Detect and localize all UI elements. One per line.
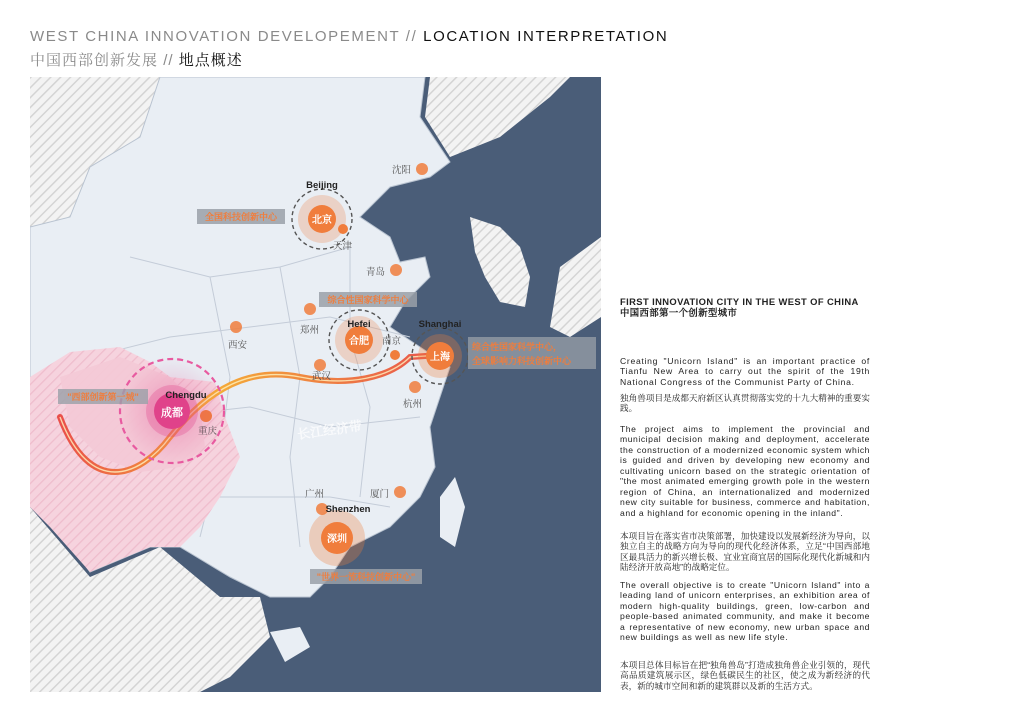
side-title-en: FIRST INNOVATION CITY IN THE WEST OF CHINA	[620, 296, 859, 307]
city-dot-nanjing	[390, 350, 400, 360]
header-title-en	[30, 28, 668, 45]
yangtze-label: 长江经济带	[296, 418, 363, 442]
title-separator-cn: //	[163, 52, 174, 69]
paragraph-1-en	[620, 356, 870, 387]
paragraph-2-cn	[620, 531, 870, 573]
city-label-xian: 西安	[228, 340, 248, 351]
paragraph-1-cn-text: 独角兽项目是成都天府新区认真贯彻落实党的十九大精神的重要实践。	[620, 393, 870, 414]
city-dot-xian	[230, 321, 242, 333]
paragraph-3-en	[620, 580, 870, 643]
city-label-zhengzhou: 郑州	[300, 325, 320, 336]
paragraph-3-cn-text: 本项目总体目标旨在把“独角兽岛”打造成独角兽企业引领的，现代高品质建筑展示区，绿色低碳民生的社区，使之成为新经济的代表，新的城市空间和新的建筑群以及新的生活方式。	[620, 660, 870, 691]
title-en: WEST CHINA INNOVATION DEVELOPEMENT	[30, 28, 401, 45]
chengdu-cn: 成都	[161, 407, 183, 419]
paragraph-1-en-text: Creating "Unicorn Island" is an important practice of Tianfu New Area to carry out the spirit of the 19th National Congress of the Communist Party of China.	[620, 356, 870, 387]
beijing-label: 全国科技创新中心	[204, 212, 278, 222]
city-dot-wuhan	[314, 359, 326, 371]
paragraph-3-en-text: The overall objective is to create "Unicorn Island" into a leading land of unicorn enterprises, an exhibition area of modern high-quality buildings, green, low-carbon and people-based animated community, and make it become a representative of new economy, new urban space and new buildings as well as new life style.	[620, 580, 870, 643]
city-dot-shenyang	[416, 163, 428, 175]
subtitle-cn: 地点概述	[178, 52, 243, 69]
title-cn: 中国西部创新发展	[30, 52, 159, 69]
city-dot-xiamen	[394, 486, 406, 498]
shanghai-en: Shanghai	[418, 319, 462, 330]
city-label-tianjin: 天津	[333, 241, 353, 252]
paragraph-2-en-text: The project aims to implement the provincial and municipal decision making and deployment, accelerate the construction of a modernized economic system which is guided and driven by developing new economy and cultivating unicorn based on the strategic orientation of "the most animated emerging growth pole in the western region of China, an internationalized and modernized new city suitable for business, commerce and habitation, and a highland for economic opening in the inland".	[620, 424, 870, 518]
chengdu-en: Chengdu	[165, 390, 207, 401]
city-label-guangzhou: 广州	[305, 489, 325, 500]
header-title-cn	[30, 49, 243, 70]
city-dot-zhengzhou	[304, 303, 316, 315]
shanghai-cn: 上海	[430, 352, 450, 363]
paragraph-2-cn-text: 本项目旨在落实省市决策部署，加快建设以发展新经济为导向，以独立自主的战略方向为导向的现代化经济体系，立足“中国西部地区最具活力的新兴增长极、宜业宜商宜居的国际化现代化新城和内陆经济开放高地”的战略定位。	[620, 531, 870, 573]
beijing-cn: 北京	[312, 215, 332, 226]
chengdu-label: "西部创新第一城"	[67, 392, 139, 402]
city-label-wuhan: 武汉	[312, 371, 332, 382]
paragraph-1-cn	[620, 393, 870, 414]
side-title	[620, 296, 870, 319]
city-label-nanjing: 南京	[382, 336, 402, 347]
side-title-cn: 中国西部第一个创新型城市	[620, 307, 738, 319]
shenzhen-label: "世界一流科技创新中心"	[316, 572, 416, 582]
shenzhen-en: Shenzhen	[325, 504, 371, 515]
city-label-hangzhou: 杭州	[403, 399, 423, 410]
city-dot-qingdao	[390, 264, 402, 276]
hefei-label: 综合性国家科学中心	[327, 295, 409, 305]
city-label-qingdao: 青岛	[366, 267, 386, 278]
shenzhen-cn: 深圳	[327, 534, 347, 545]
paragraph-2-en	[620, 424, 870, 518]
paragraph-3-cn	[620, 660, 870, 691]
hefei-en: Hefei	[347, 319, 371, 330]
china-innovation-map	[30, 77, 601, 692]
subtitle-en: LOCATION INTERPRETATION	[423, 28, 669, 45]
shanghai-label-1: 综合性国家科学中心，	[472, 342, 563, 352]
city-dot-hangzhou	[409, 381, 421, 393]
shanghai-label-2: 全球影响力科技创新中心	[472, 356, 572, 366]
city-label-shenyang: 沈阳	[392, 165, 412, 176]
hefei-cn: 合肥	[349, 336, 369, 347]
city-label-xiamen: 厦门	[370, 489, 390, 500]
title-separator: //	[405, 28, 418, 45]
beijing-en: Beijing	[306, 180, 338, 191]
